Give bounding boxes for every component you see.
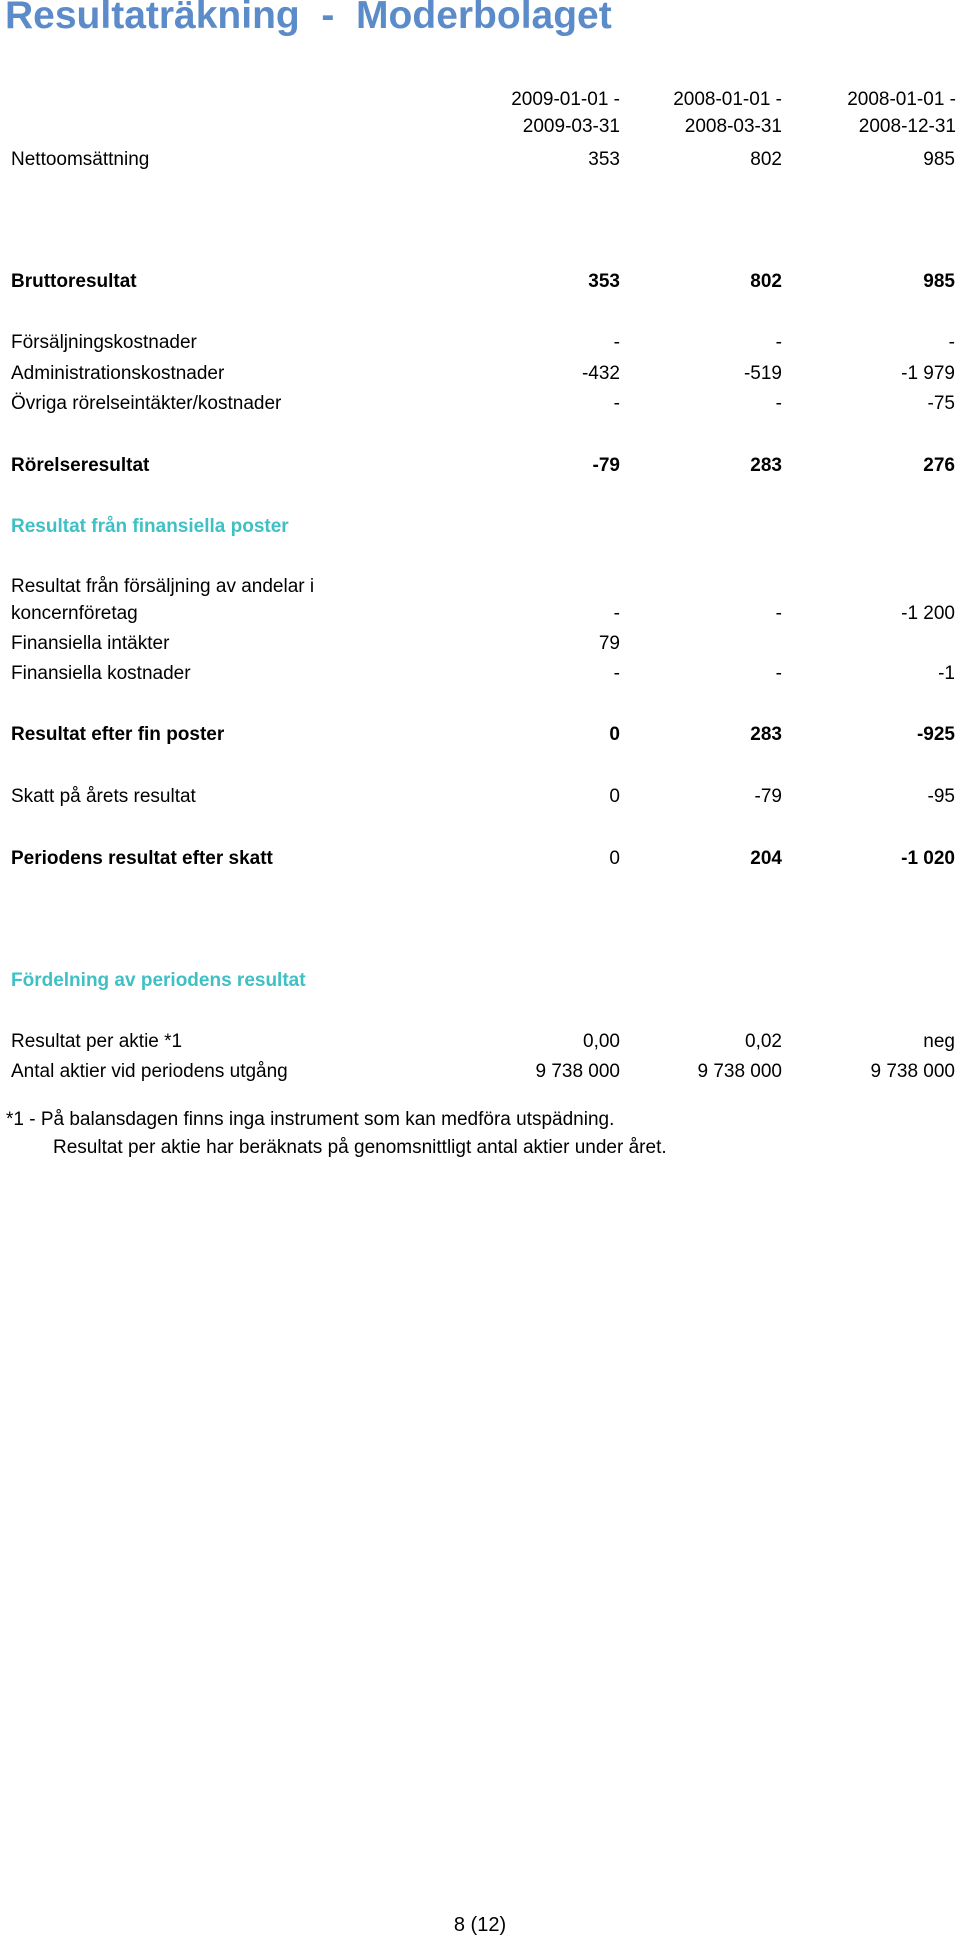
row-finansiella-kostnader bbox=[0, 663, 960, 693]
value-q1-2008: -79 bbox=[754, 786, 782, 807]
column-header-year-2008 bbox=[796, 86, 956, 140]
value-q1-2009: 0 bbox=[609, 724, 620, 745]
value-q1-2009: - bbox=[613, 603, 620, 624]
value-q1-2008: 9 738 000 bbox=[697, 1061, 782, 1082]
row-antal-aktier bbox=[0, 1061, 960, 1091]
value-q1-2009: - bbox=[613, 332, 620, 353]
row-label: Finansiella kostnader bbox=[11, 663, 191, 684]
row-label: Resultat efter fin poster bbox=[11, 724, 225, 745]
row-skatt bbox=[0, 786, 960, 816]
page-number: 8 (12) bbox=[453, 1914, 507, 1936]
row-label: Finansiella intäkter bbox=[11, 633, 170, 654]
column-header-q1-2008 bbox=[622, 86, 782, 140]
value-q1-2008: - bbox=[775, 332, 782, 353]
row-nettoomsattning bbox=[0, 149, 960, 179]
column-header-line1: 2008-01-01 - bbox=[673, 89, 782, 110]
column-header-line2: 2008-12-31 bbox=[858, 116, 956, 137]
footnote-line2: Resultat per aktie har beräknats på genomsnittligt antal aktier under året. bbox=[53, 1137, 667, 1158]
row-resultat-efter-fin-poster bbox=[0, 724, 960, 754]
column-header-line2: 2008-03-31 bbox=[684, 116, 782, 137]
value-year-2008: neg bbox=[923, 1031, 955, 1052]
value-q1-2009: 0 bbox=[609, 786, 620, 807]
row-label: Nettoomsättning bbox=[11, 149, 150, 170]
row-forsaljningskostnader bbox=[0, 332, 960, 362]
row-periodens-resultat bbox=[0, 848, 960, 878]
row-label: Rörelseresultat bbox=[11, 455, 150, 476]
value-year-2008: 276 bbox=[923, 455, 955, 476]
section-heading-finansiella-poster: Resultat från finansiella poster bbox=[11, 516, 289, 537]
footnote-line1: *1 - På balansdagen finns inga instrument som kan medföra utspädning. bbox=[6, 1109, 615, 1130]
column-header-line1: 2009-01-01 - bbox=[511, 89, 620, 110]
value-q1-2008: 204 bbox=[750, 848, 782, 869]
row-label: Administrationskostnader bbox=[11, 363, 225, 384]
column-header-line1: 2008-01-01 - bbox=[847, 89, 956, 110]
column-header-q1-2009 bbox=[460, 86, 620, 140]
value-q1-2008: 283 bbox=[750, 455, 782, 476]
row-label: Övriga rörelseintäkter/kostnader bbox=[11, 393, 282, 414]
row-label: Resultat per aktie *1 bbox=[11, 1031, 183, 1052]
row-label: Skatt på årets resultat bbox=[11, 786, 196, 807]
row-resultat-forsaljning-andelar bbox=[0, 573, 960, 633]
value-q1-2009: - bbox=[613, 663, 620, 684]
value-year-2008: -925 bbox=[916, 724, 955, 745]
section-heading-fordelning: Fördelning av periodens resultat bbox=[11, 970, 306, 991]
row-label: Bruttoresultat bbox=[11, 271, 137, 292]
row-label: Antal aktier vid periodens utgång bbox=[11, 1061, 288, 1082]
value-q1-2009: 0,00 bbox=[583, 1031, 620, 1052]
value-q1-2009: 79 bbox=[598, 633, 620, 654]
value-year-2008: -75 bbox=[927, 393, 955, 414]
value-q1-2008: 802 bbox=[750, 271, 782, 292]
value-q1-2009: -432 bbox=[581, 363, 620, 384]
value-year-2008: -1 020 bbox=[901, 848, 955, 869]
footnote bbox=[6, 1106, 667, 1162]
value-year-2008: -1 bbox=[938, 663, 955, 684]
value-year-2008: - bbox=[948, 332, 955, 353]
value-year-2008: -1 979 bbox=[901, 363, 955, 384]
value-q1-2009: 9 738 000 bbox=[535, 1061, 620, 1082]
value-q1-2008: 283 bbox=[750, 724, 782, 745]
value-year-2008: 985 bbox=[923, 271, 955, 292]
row-ovriga-rorelseintakter bbox=[0, 393, 960, 423]
value-q1-2008: - bbox=[775, 603, 782, 624]
row-bruttoresultat bbox=[0, 271, 960, 301]
row-label: Försäljningskostnader bbox=[11, 332, 197, 353]
value-q1-2009: 353 bbox=[588, 149, 620, 170]
value-year-2008: -1 200 bbox=[901, 603, 955, 624]
value-year-2008: 985 bbox=[923, 149, 955, 170]
value-q1-2009: - bbox=[613, 393, 620, 414]
value-q1-2008: - bbox=[775, 663, 782, 684]
value-q1-2008: 0,02 bbox=[745, 1031, 782, 1052]
value-q1-2008: -519 bbox=[743, 363, 782, 384]
row-finansiella-intakter bbox=[0, 633, 960, 663]
value-year-2008: -95 bbox=[927, 786, 955, 807]
row-label: Periodens resultat efter skatt bbox=[11, 848, 273, 869]
value-q1-2008: 802 bbox=[750, 149, 782, 170]
row-rorelseresultat bbox=[0, 455, 960, 485]
value-q1-2009: 0 bbox=[609, 848, 620, 869]
row-label: Resultat från försäljning av andelar i koncernföretag bbox=[11, 576, 315, 624]
page-title: Resultaträkning - Moderbolaget bbox=[5, 0, 612, 37]
row-resultat-per-aktie bbox=[0, 1031, 960, 1061]
column-header-line2: 2009-03-31 bbox=[522, 116, 620, 137]
value-year-2008: 9 738 000 bbox=[870, 1061, 955, 1082]
row-administrationskostnader bbox=[0, 363, 960, 393]
value-q1-2009: -79 bbox=[592, 455, 620, 476]
value-q1-2009: 353 bbox=[588, 271, 620, 292]
value-q1-2008: - bbox=[775, 393, 782, 414]
